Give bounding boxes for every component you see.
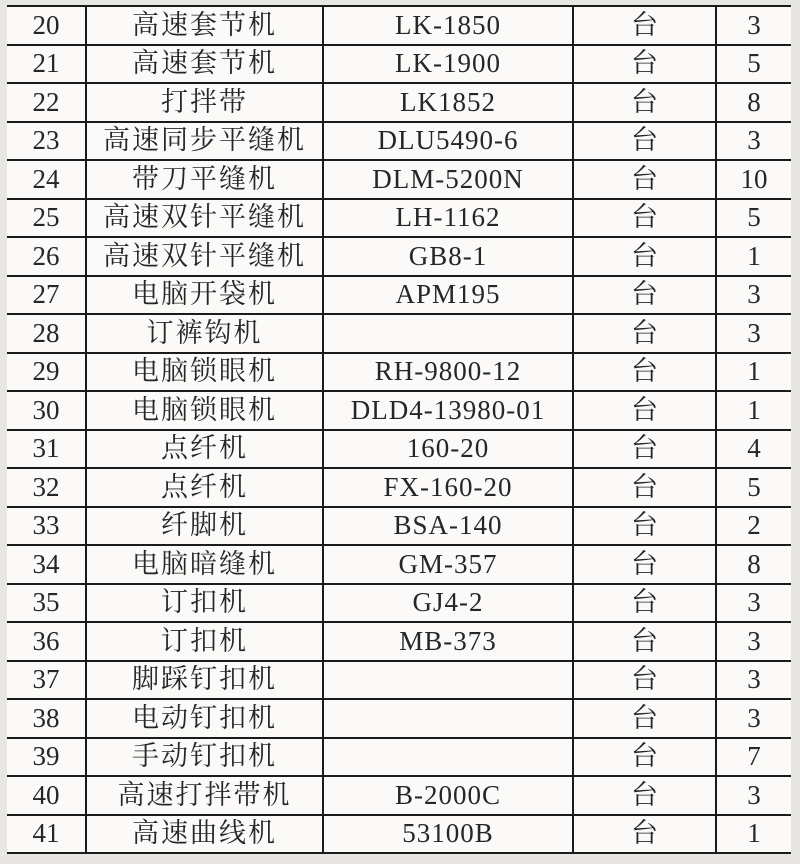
unit-cell: 台 xyxy=(573,314,716,353)
table-row xyxy=(7,353,791,392)
equipment-name-cell: 点纤机 xyxy=(86,468,323,507)
quantity-cell: 3 xyxy=(716,661,791,700)
model-cell: FX-160-20 xyxy=(323,468,573,507)
model-cell: B-2000C xyxy=(323,776,573,815)
unit-cell: 台 xyxy=(573,776,716,815)
equipment-name-cell: 手动钉扣机 xyxy=(86,738,323,777)
unit-cell: 台 xyxy=(573,6,716,45)
unit-cell: 台 xyxy=(573,545,716,584)
quantity-cell: 3 xyxy=(716,776,791,815)
row-number-cell: 26 xyxy=(7,237,86,276)
row-number-cell: 27 xyxy=(7,276,86,315)
table-row xyxy=(7,507,791,546)
quantity-cell: 3 xyxy=(716,314,791,353)
model-cell: LK-1900 xyxy=(323,45,573,84)
model-cell: LK1852 xyxy=(323,83,573,122)
table-row xyxy=(7,160,791,199)
table-row xyxy=(7,276,791,315)
table-row xyxy=(7,45,791,84)
row-number-cell: 35 xyxy=(7,584,86,623)
table-row xyxy=(7,699,791,738)
row-number-cell: 31 xyxy=(7,430,86,469)
model-cell: BSA-140 xyxy=(323,507,573,546)
row-number-cell: 23 xyxy=(7,122,86,161)
row-number-cell: 28 xyxy=(7,314,86,353)
quantity-cell: 3 xyxy=(716,276,791,315)
equipment-name-cell: 点纤机 xyxy=(86,430,323,469)
unit-cell: 台 xyxy=(573,584,716,623)
equipment-name-cell: 高速同步平缝机 xyxy=(86,122,323,161)
equipment-name-cell: 订扣机 xyxy=(86,622,323,661)
model-cell: GM-357 xyxy=(323,545,573,584)
equipment-name-cell: 电脑锁眼机 xyxy=(86,391,323,430)
model-cell: GJ4-2 xyxy=(323,584,573,623)
table-row xyxy=(7,430,791,469)
quantity-cell: 3 xyxy=(716,122,791,161)
quantity-cell: 3 xyxy=(716,6,791,45)
model-cell: DLD4-13980-01 xyxy=(323,391,573,430)
table-row xyxy=(7,122,791,161)
equipment-name-cell: 打拌带 xyxy=(86,83,323,122)
model-cell xyxy=(323,314,573,353)
equipment-name-cell: 订扣机 xyxy=(86,584,323,623)
equipment-table xyxy=(7,5,791,854)
row-number-cell: 37 xyxy=(7,661,86,700)
unit-cell: 台 xyxy=(573,276,716,315)
row-number-cell: 38 xyxy=(7,699,86,738)
equipment-name-cell: 高速双针平缝机 xyxy=(86,237,323,276)
equipment-name-cell: 电动钉扣机 xyxy=(86,699,323,738)
table-row xyxy=(7,584,791,623)
row-number-cell: 34 xyxy=(7,545,86,584)
row-number-cell: 21 xyxy=(7,45,86,84)
equipment-name-cell: 脚踩钉扣机 xyxy=(86,661,323,700)
quantity-cell: 5 xyxy=(716,45,791,84)
model-cell: 53100B xyxy=(323,815,573,854)
unit-cell: 台 xyxy=(573,430,716,469)
quantity-cell: 1 xyxy=(716,237,791,276)
quantity-cell: 1 xyxy=(716,815,791,854)
unit-cell: 台 xyxy=(573,237,716,276)
quantity-cell: 3 xyxy=(716,622,791,661)
table-row xyxy=(7,314,791,353)
quantity-cell: 8 xyxy=(716,83,791,122)
quantity-cell: 2 xyxy=(716,507,791,546)
model-cell xyxy=(323,738,573,777)
row-number-cell: 39 xyxy=(7,738,86,777)
table-row xyxy=(7,815,791,854)
model-cell: RH-9800-12 xyxy=(323,353,573,392)
model-cell: GB8-1 xyxy=(323,237,573,276)
model-cell xyxy=(323,661,573,700)
unit-cell: 台 xyxy=(573,738,716,777)
unit-cell: 台 xyxy=(573,45,716,84)
unit-cell: 台 xyxy=(573,122,716,161)
table-row xyxy=(7,468,791,507)
row-number-cell: 22 xyxy=(7,83,86,122)
equipment-name-cell: 高速套节机 xyxy=(86,45,323,84)
quantity-cell: 7 xyxy=(716,738,791,777)
equipment-name-cell: 高速打拌带机 xyxy=(86,776,323,815)
equipment-name-cell: 高速双针平缝机 xyxy=(86,199,323,238)
quantity-cell: 10 xyxy=(716,160,791,199)
table-row xyxy=(7,237,791,276)
row-number-cell: 33 xyxy=(7,507,86,546)
equipment-table-body xyxy=(7,6,791,853)
unit-cell: 台 xyxy=(573,468,716,507)
model-cell: LH-1162 xyxy=(323,199,573,238)
table-row xyxy=(7,545,791,584)
model-cell xyxy=(323,699,573,738)
table-row xyxy=(7,391,791,430)
equipment-name-cell: 高速曲线机 xyxy=(86,815,323,854)
unit-cell: 台 xyxy=(573,353,716,392)
table-row xyxy=(7,661,791,700)
row-number-cell: 40 xyxy=(7,776,86,815)
unit-cell: 台 xyxy=(573,815,716,854)
unit-cell: 台 xyxy=(573,699,716,738)
row-number-cell: 25 xyxy=(7,199,86,238)
table-row xyxy=(7,83,791,122)
quantity-cell: 3 xyxy=(716,699,791,738)
row-number-cell: 24 xyxy=(7,160,86,199)
unit-cell: 台 xyxy=(573,661,716,700)
quantity-cell: 8 xyxy=(716,545,791,584)
row-number-cell: 20 xyxy=(7,6,86,45)
equipment-name-cell: 电脑暗缝机 xyxy=(86,545,323,584)
unit-cell: 台 xyxy=(573,199,716,238)
unit-cell: 台 xyxy=(573,507,716,546)
model-cell: DLU5490-6 xyxy=(323,122,573,161)
model-cell: LK-1850 xyxy=(323,6,573,45)
quantity-cell: 5 xyxy=(716,199,791,238)
table-row xyxy=(7,776,791,815)
row-number-cell: 41 xyxy=(7,815,86,854)
unit-cell: 台 xyxy=(573,83,716,122)
table-row xyxy=(7,622,791,661)
table-row xyxy=(7,738,791,777)
equipment-name-cell: 纤脚机 xyxy=(86,507,323,546)
quantity-cell: 1 xyxy=(716,353,791,392)
equipment-name-cell: 电脑锁眼机 xyxy=(86,353,323,392)
table-row xyxy=(7,6,791,45)
quantity-cell: 5 xyxy=(716,468,791,507)
unit-cell: 台 xyxy=(573,391,716,430)
row-number-cell: 32 xyxy=(7,468,86,507)
equipment-name-cell: 带刀平缝机 xyxy=(86,160,323,199)
quantity-cell: 1 xyxy=(716,391,791,430)
model-cell: DLM-5200N xyxy=(323,160,573,199)
equipment-name-cell: 电脑开袋机 xyxy=(86,276,323,315)
quantity-cell: 4 xyxy=(716,430,791,469)
model-cell: MB-373 xyxy=(323,622,573,661)
unit-cell: 台 xyxy=(573,160,716,199)
equipment-name-cell: 订裤钩机 xyxy=(86,314,323,353)
row-number-cell: 29 xyxy=(7,353,86,392)
unit-cell: 台 xyxy=(573,622,716,661)
model-cell: APM195 xyxy=(323,276,573,315)
equipment-name-cell: 高速套节机 xyxy=(86,6,323,45)
model-cell: 160-20 xyxy=(323,430,573,469)
quantity-cell: 3 xyxy=(716,584,791,623)
row-number-cell: 36 xyxy=(7,622,86,661)
row-number-cell: 30 xyxy=(7,391,86,430)
table-row xyxy=(7,199,791,238)
